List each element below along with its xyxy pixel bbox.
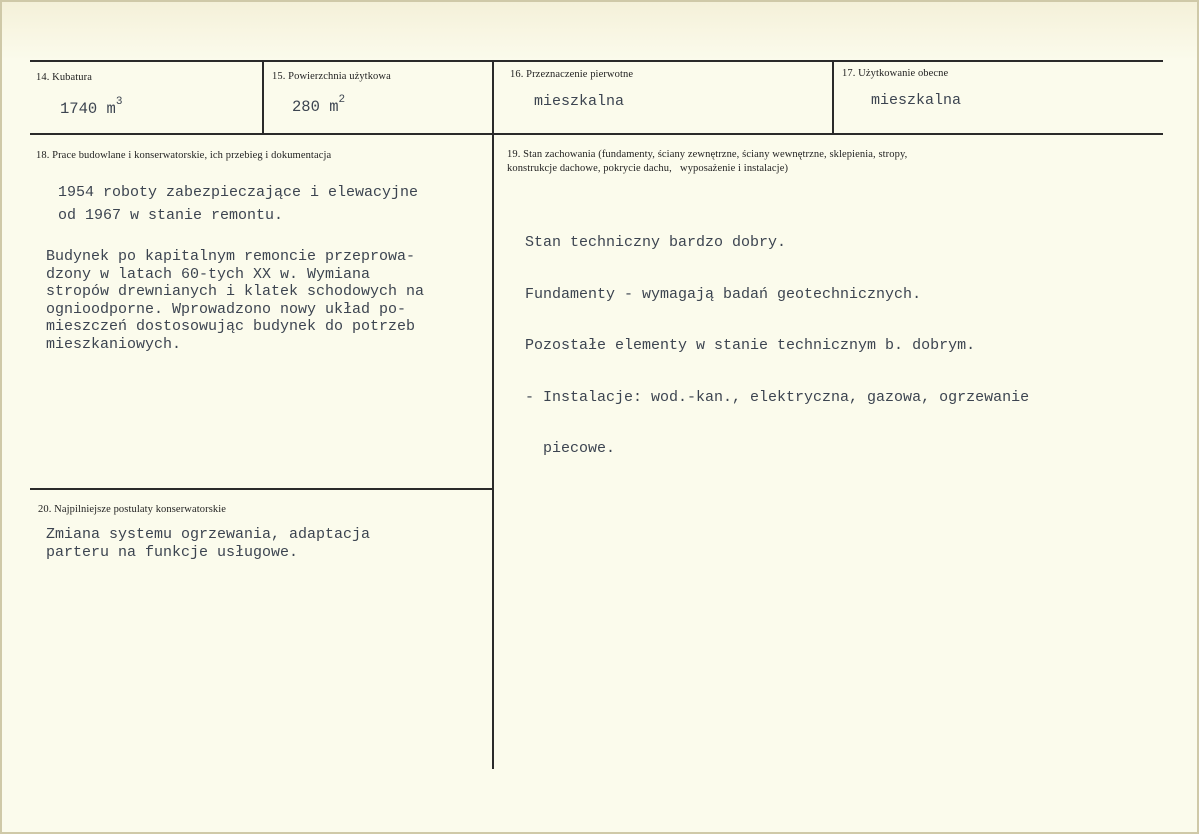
- text-line: ognioodporne. Wprowadzono nowy układ po-: [46, 300, 407, 318]
- field-20-label: 20. Najpilniejsze postulaty konserwatorskie: [38, 504, 227, 515]
- text-line: Fundamenty - wymagają badań geotechnicznych.: [525, 285, 922, 303]
- field-15-unit-sup: 2: [338, 94, 346, 106]
- main-column-divider: [492, 135, 494, 769]
- text-line: stropów drewnianych i klatek schodowych na: [46, 283, 425, 300]
- text-line: mieszkaniowych.: [46, 335, 182, 353]
- text-line: piecowe.: [525, 440, 616, 457]
- text-line: - Instalacje: wod.-kan., elektryczna, gazowa, ogrzewanie: [525, 388, 1030, 406]
- field-16-value: mieszkalna: [534, 93, 625, 110]
- field-14-unit-sup: 3: [115, 96, 123, 108]
- section-20-top-rule: [30, 488, 492, 490]
- field-15-number: 280 m: [292, 98, 339, 116]
- text-line: parteru na funkcje usługowe.: [46, 543, 299, 561]
- field-15-value: [292, 94, 346, 116]
- text-line: Zmiana systemu ogrzewania, adaptacja: [46, 526, 371, 543]
- divider-14-15: [262, 62, 264, 134]
- text-line: Budynek po kapitalnym remoncie przeprowa-: [46, 248, 416, 265]
- field-17-label: 17. Użytkowanie obecne: [842, 68, 949, 79]
- field-18-works-text: [58, 181, 418, 227]
- field-18-description-text: [46, 248, 424, 353]
- text-line: od 1967 w stanie remontu.: [58, 207, 284, 224]
- text-line: mieszczeń dostosowując budynek do potrzeb: [46, 318, 416, 335]
- text-line: 1954 roboty zabezpieczające i elewacyjne: [58, 184, 419, 201]
- field-18-label: 18. Prace budowlane i konserwatorskie, ich przebieg i dokumentacja: [36, 150, 332, 161]
- divider-15-16: [492, 62, 494, 134]
- text-line: dzony w latach 60-tych XX w. Wymiana: [46, 265, 371, 283]
- field-14-label: 14. Kubatura: [36, 72, 93, 83]
- row1-bottom-rule: [30, 133, 1163, 135]
- field-19-label-line-2: konstrukcje dachowe, pokrycie dachu, wyposażenie i instalacje): [507, 163, 789, 174]
- field-15-label: 15. Powierzchnia użytkowa: [272, 71, 391, 82]
- text-line: Pozostałe elementy w stanie technicznym b. dobrym.: [525, 337, 976, 354]
- field-16-label: 16. Przeznaczenie pierwotne: [510, 69, 634, 80]
- field-17-value: mieszkalna: [871, 92, 962, 109]
- field-14-number: 1740 m: [60, 100, 116, 118]
- text-line: Stan techniczny bardzo dobry.: [525, 234, 787, 251]
- divider-16-17: [832, 62, 834, 134]
- field-19-condition-text: [525, 200, 1029, 492]
- top-rule: [30, 60, 1163, 62]
- field-20-postulates-text: [46, 526, 370, 561]
- field-19-label-line-1: 19. Stan zachowania (fundamenty, ściany zewnętrzne, ściany wewnętrzne, sklepienia, stropy,: [507, 149, 908, 160]
- field-14-value: [60, 96, 123, 118]
